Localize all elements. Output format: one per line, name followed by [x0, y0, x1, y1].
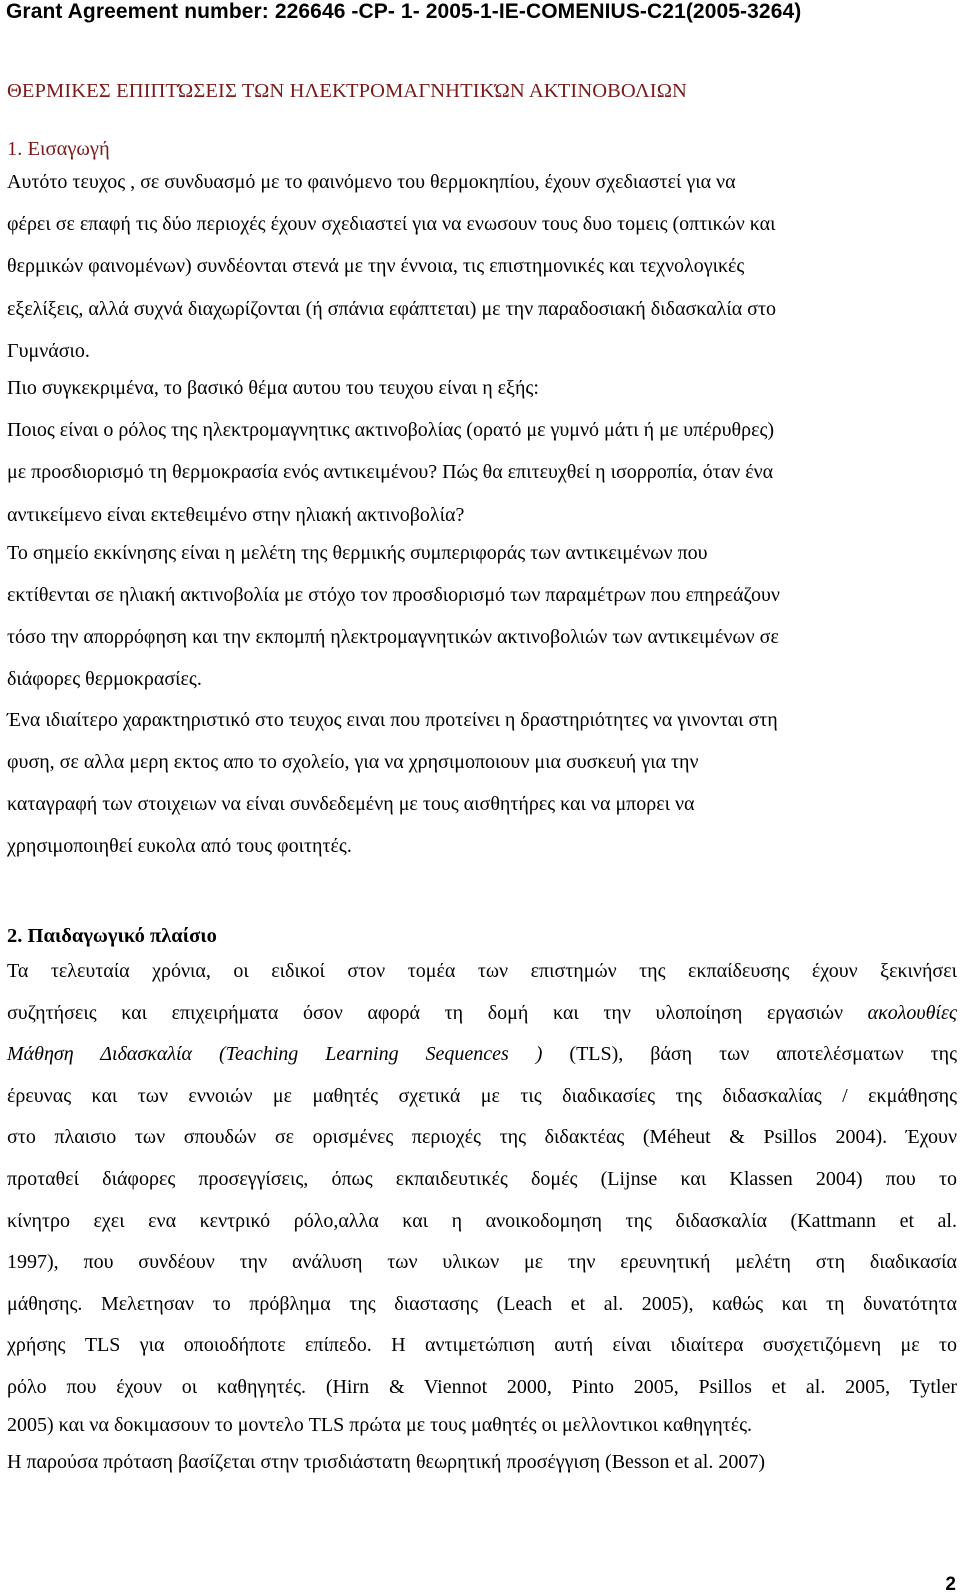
grant-agreement-header: Grant Agreement number: 226646 -CP- 1- 2005-1-IE-COMENIUS-C21(2005-3264) [6, 0, 802, 23]
text-line: 2005) και να δοκιμασουν το μοντελο TLS πρώτα με τους μαθητές οι μελλοντικοι καθηγητές. [7, 1413, 753, 1436]
text-line: αντικείμενο είναι εκτεθειμένο στην ηλιακή ακτινοβολία? [7, 503, 465, 526]
text-line: χρησιμοποιηθεί ευκολα από τους φοιτητές. [7, 835, 352, 858]
text-line: χρήσης TLS για οποιοδήποτε επίπεδο. Η αντιμετώπιση αυτή είναι ιδιαίτερα συσχετιζόμενη με το [7, 1334, 957, 1357]
text-line: Αυτότο τευχος , σε συνδυασμό με το φαινόμενο του θερμοκηπίου, έχουν σχεδιαστεί για να [7, 171, 736, 193]
text-line: Πιο συγκεκριμένα, το βασικό θέμα αυτου του τευχου είναι η εξής: [7, 377, 539, 400]
section-1-body [7, 161, 957, 867]
text-line: τόσο την απορρόφηση και την εκπομπή ηλεκτρομαγνητικών ακτινοβολιών των αντικειμένων σε [7, 626, 779, 649]
text-segment: συζητήσεις και επιχειρήματα όσον αφορά τη δομή και την υλοποίηση εργασιών [7, 1001, 844, 1024]
text-line: καταγραφή των στοιχειων να είναι συνδεδεμένη με τους αισθητήρες και να μπορει να [7, 793, 695, 816]
italic-text: ακολουθίες [867, 1001, 957, 1024]
text-line: μάθησης. Μελετησαν το πρόβλημα της διαστασης (Leach et al. 2005), καθώς και τη δυνατότητα [7, 1292, 957, 1315]
text-line: Ποιος είναι ο ρόλος της ηλεκτρομαγνητικς ακτινοβολίας (ορατό με γυμνό μάτι ή με υπέρυθρες) [7, 419, 775, 442]
text-line: έρευνας και των εννοιών με μαθητές σχετικά με τις διαδικασίες της διδασκαλίας / εκμάθησης [7, 1084, 957, 1107]
document-title: ΘΕΡΜΙΚΕΣ ΕΠΙΠΤΏΣΕΙΣ ΤΩΝ ΗΛΕΚΤΡΟΜΑΓΝΗΤΙΚΏΝ ΑΚΤΙΝΟΒΟΛΙΩΝ [7, 80, 687, 102]
text-line: 1997), που συνδέουν την ανάλυση των υλικων με την ερευνητική μελέτη στη διαδικασία [7, 1251, 957, 1274]
paragraph [7, 532, 957, 701]
italic-text: Μάθηση Διδασκαλία (Teaching Learning Sequences ) [7, 1043, 543, 1066]
paragraph [7, 161, 957, 372]
text-line: διάφορες θερμοκρασίες. [7, 668, 202, 691]
page-number: 2 [945, 1574, 956, 1595]
text-line: Το σημείο εκκίνησης είναι η μελέτη της θερμικής συμπεριφοράς των αντικειμένων που [7, 541, 708, 564]
text-line: ρόλο που έχουν οι καθηγητές. (Hirn & Viennot 2000, Pinto 2005, Psillos et al. 2005, Tytler [7, 1375, 957, 1398]
section-2-body [7, 951, 957, 1483]
text-line: Η παρούσα πρόταση βασίζεται στην τρισδιάστατη θεωρητική προσέγγιση (Besson et al. 2007) [7, 1450, 766, 1473]
section-heading-pedagogical-framework: 2. Παιδαγωγικό πλαίσιο [7, 925, 217, 947]
section-heading-introduction: 1. Εισαγωγή [7, 138, 110, 160]
text-line: εξελίξεις, αλλά συχνά διαχωρίζονται (ή σπάνια εφάπτεται) με την παραδοσιακή διδασκαλία στο [7, 297, 776, 320]
text-line: προταθεί διάφορες προσεγγίσεις, όπως εκπαιδευτικές δομές (Lijnse και Klassen 2004) που το [7, 1167, 957, 1190]
text-line: εκτίθενται σε ηλιακή ακτινοβολία με στόχο τον προσδιορισμό των παραμέτρων που επηρεάζουν [7, 584, 780, 607]
text-line [7, 993, 957, 1035]
paragraph [7, 367, 957, 536]
text-line: θερμικών φαινομένων) συνδέονται στενά με την έννοια, τις επιστημονικές και τεχνολογικές [7, 255, 745, 278]
text-line: φυση, σε αλλα μερη εκτος απο το σχολείο, για να χρησιμοποιουν μια συσκευή για την [7, 750, 699, 773]
text-line: Τα τελευταία χρόνια, οι ειδικοί στον τομέα των επιστημών της εκπαίδευσης έχουν ξεκινήσει [7, 960, 957, 982]
text-line: κίνητρο εχει ενα κεντρικό ρόλο,αλλα και η ανοικοδομηση της διδασκαλία (Kattmann et al. [7, 1209, 957, 1232]
text-line: στο πλαισιο των σπουδών σε ορισμένες περιοχές της διδακτέας (Méheut & Psillos 2004). Έχουν [7, 1126, 957, 1149]
text-line: Γυμνάσιο. [7, 339, 90, 362]
text-line: φέρει σε επαφή τις δύο περιοχές έχουν σχεδιαστεί για να ενωσουν τους δυο τομεις (οπτικών και [7, 213, 776, 236]
text-line: με προσδιορισμό τη θερμοκρασία ενός αντικειμένου? Πώς θα επιτευχθεί η ισορροπία, όταν ένα [7, 461, 774, 484]
text-segment: (TLS), βάση των αποτελέσματων της [569, 1043, 958, 1066]
text-line [7, 1034, 957, 1076]
paragraph [7, 699, 957, 868]
text-line: Ένα ιδιαίτερο χαρακτηριστικό στο τευχος ειναι που προτείνει η δραστηριότητες να γινονται στη [7, 708, 778, 731]
